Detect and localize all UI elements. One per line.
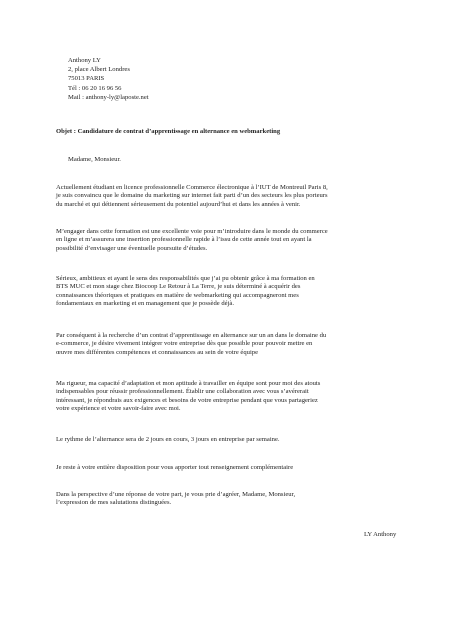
salutation: Madame, Monsieur. bbox=[68, 156, 121, 163]
paragraph-line: en ligne et m’assurera une insertion professionnelle rapide à l’issu de cette année tout en ayant la bbox=[56, 236, 312, 244]
paragraph-line: Dans la perspective d’une réponse de votre part, je vous prie d’agréer, Madame, Monsieur, bbox=[56, 491, 296, 498]
sender-block bbox=[68, 56, 268, 102]
paragraph-line: œuvre mes différentes compétences et connaissances au sein de votre équipe bbox=[56, 348, 259, 356]
paragraph-qualities bbox=[56, 275, 411, 309]
paragraph-formation bbox=[56, 228, 411, 253]
paragraph-rhythm bbox=[56, 436, 411, 444]
paragraph-line: connaissances théoriques et pratiques en matière de webmarketing qui accompagneront mes bbox=[56, 291, 299, 299]
letter-subject: Objet : Candidature de contrat d’apprentissage en alternance en webmarketing bbox=[56, 128, 281, 135]
paragraph-line: indispensables pour réussir professionnellement. Établir une collaboration avec vous s’avérerait bbox=[56, 388, 309, 396]
paragraph-line: M’engager dans cette formation est une excellente voie pour m’introduire dans le monde du commerce bbox=[56, 228, 328, 235]
paragraph-line: du marché et qui détiennent sérieusement du potentiel aujourd’hui et dans les années à venir. bbox=[56, 200, 301, 208]
paragraph-line: Sérieux, ambitieux et ayant le sens des responsabilités que j’ai pu obtenir grâce à ma formation en bbox=[56, 275, 315, 282]
paragraph-availability bbox=[56, 464, 411, 472]
sender-address: 2, place Albert Londres bbox=[68, 66, 130, 74]
sender-phone: Tél : 06 20 16 96 56 bbox=[68, 84, 122, 92]
paragraph-rigor bbox=[56, 380, 411, 414]
paragraph-line: l’expression de mes salutations distinguées. bbox=[56, 499, 172, 507]
paragraph-line: Je reste à votre entière disposition pour vous apporter tout renseignement complémentaire bbox=[56, 464, 294, 471]
paragraph-intro bbox=[56, 184, 411, 209]
paragraph-line: votre expérience et votre savoir-faire avec moi. bbox=[56, 405, 181, 413]
paragraph-line: BTS MUC et mon stage chez Biocoop Le Retour à La Terre, je suis déterminé à acquérir des bbox=[56, 283, 301, 291]
sender-city: 75013 PARIS bbox=[68, 75, 105, 83]
paragraph-line: intéressant, je répondrais aux exigences et besoins de votre entreprise pendant que vous partageriez bbox=[56, 396, 318, 404]
paragraph-line: Le rythme de l’alternance sera de 2 jours en cours, 3 jours en entreprise par semaine. bbox=[56, 436, 280, 443]
paragraph-line: je suis convaincu que le domaine du marketing sur internet fait parti d’un des secteurs les plus porteurs bbox=[56, 192, 328, 200]
sender-email: Mail : anthony-ly@laposte.net bbox=[68, 93, 149, 101]
paragraph-line: fondamentaux en marketing et en management que je possède déjà. bbox=[56, 300, 234, 308]
sender-name: Anthony LY bbox=[68, 57, 101, 64]
paragraph-search bbox=[56, 332, 411, 357]
signature: LY Anthony bbox=[364, 531, 397, 538]
paragraph-line: e-commerce, je désire vivement intégrer votre entreprise dès que possible pour pouvoir mettre en bbox=[56, 340, 313, 348]
paragraph-line: Ma rigueur, ma capacité d’adaptation et mon aptitude à travailler en équipe sont pour moi des atouts bbox=[56, 380, 321, 387]
paragraph-line: Actuellement étudiant en licence professionnelle Commerce électronique à l’IUT de Montreuil Paris 8, bbox=[56, 184, 328, 191]
paragraph-line: possibilité d’envisager une éventuelle poursuite d’études. bbox=[56, 244, 208, 252]
paragraph-closing bbox=[56, 491, 411, 508]
paragraph-line: Par conséquent à la recherche d’un contrat d’apprentissage en alternance sur un an dans le domaine du bbox=[56, 332, 327, 339]
